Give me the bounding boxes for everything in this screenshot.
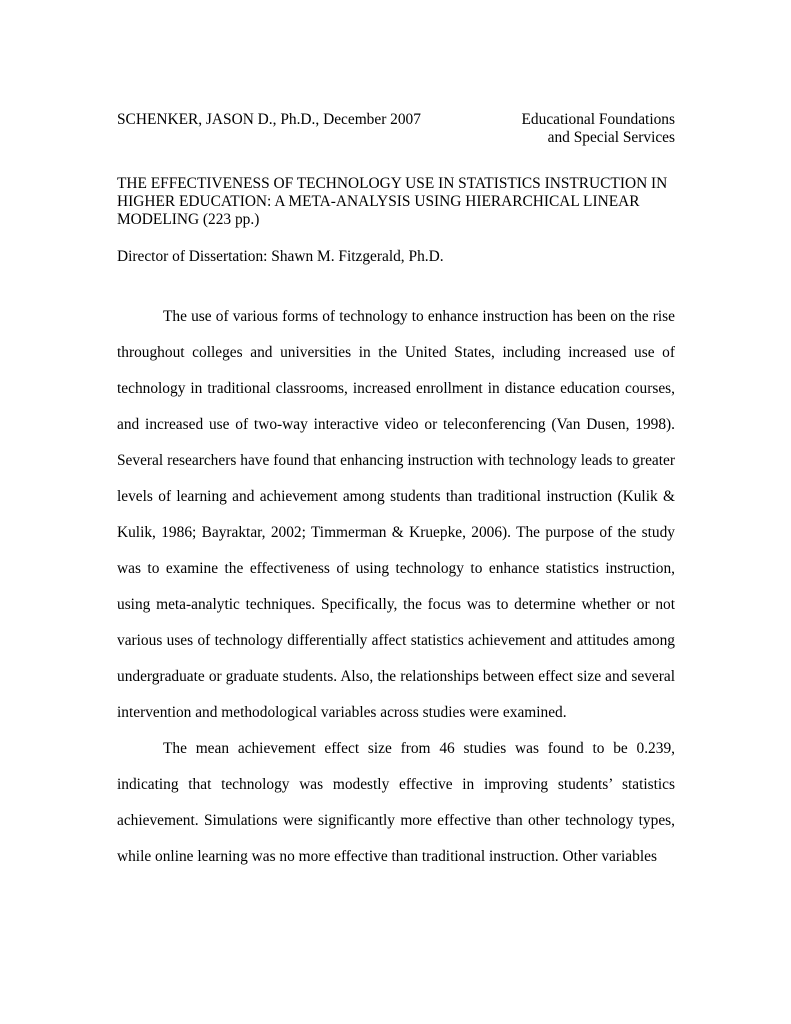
abstract-page-content [117, 111, 675, 875]
author-date-line: SCHENKER, JASON D., Ph.D., December 2007 [117, 111, 421, 128]
department-line-1: Educational Foundations [521, 111, 675, 128]
abstract-paragraph-2: The mean achievement effect size from 46 studies was found to be 0.239, indicating that technology was modestly effective in improving students’ statistics achievement. Simulations were significantly more effective than other technology types, while online learning was no more effective than traditional instruction. Other variables [117, 740, 675, 865]
header [117, 111, 675, 147]
department-line-2: and Special Services [547, 129, 675, 146]
abstract-body [117, 299, 675, 875]
department [522, 111, 675, 147]
dissertation-title: THE EFFECTIVENESS OF TECHNOLOGY USE IN STATISTICS INSTRUCTION IN HIGHER EDUCATION: A META-ANALYSIS USING HIERARCHICAL LINEAR MODELING (223 pp.) [117, 175, 668, 228]
abstract-paragraph-1: The use of various forms of technology to enhance instruction has been on the rise throughout colleges and universities in the United States, including increased use of technology in traditional classrooms, increased enrollment in distance education courses, and increased use of two-way interactive video or teleconferencing (Van Dusen, 1998). Several researchers have found that enhancing instruction with technology leads to greater levels of learning and achievement among students than traditional instruction (Kulik & Kulik, 1986; Bayraktar, 2002; Timmerman & Kruepke, 2006). The purpose of the study was to examine the effectiveness of using technology to enhance statistics instruction, using meta-analytic techniques. Specifically, the focus was to determine whether or not various uses of technology differentially affect statistics achievement and attitudes among undergraduate or graduate students. Also, the relationships between effect size and several intervention and methodological variables across studies were examined. [117, 308, 675, 721]
dissertation-director: Director of Dissertation: Shawn M. Fitzgerald, Ph.D. [117, 248, 444, 265]
